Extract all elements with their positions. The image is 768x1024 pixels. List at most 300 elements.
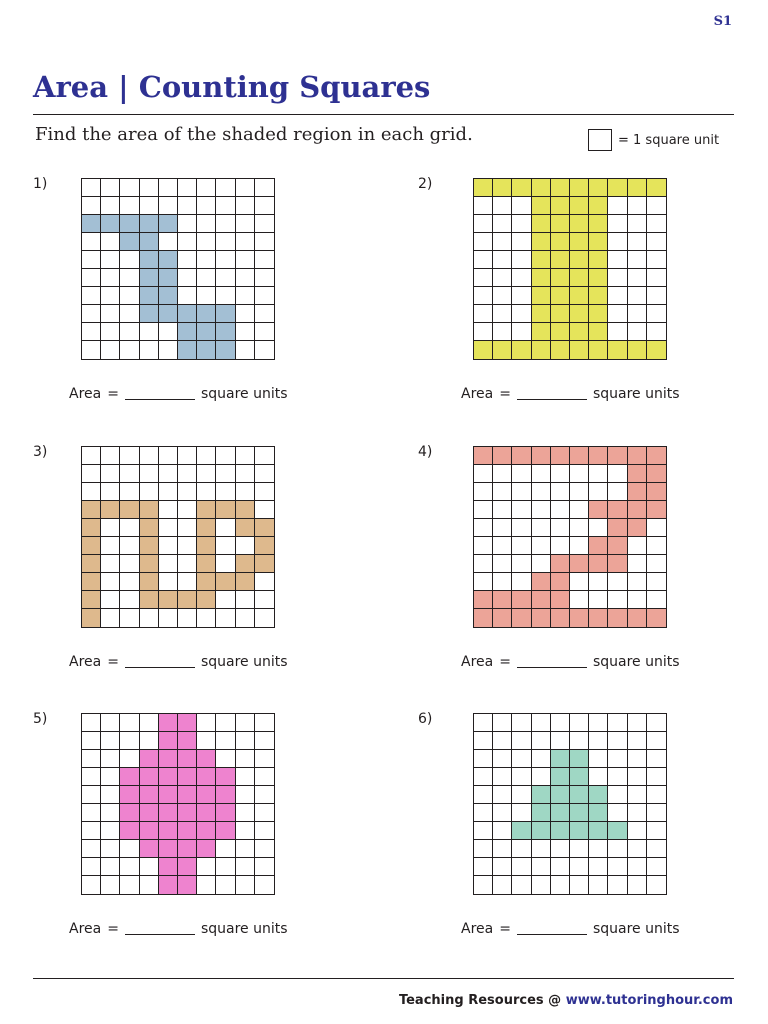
shaded-square <box>551 822 570 840</box>
grid-square <box>101 822 120 840</box>
grid-square <box>512 519 531 537</box>
grid-square <box>474 822 493 840</box>
grid-square <box>570 573 589 591</box>
grid-square <box>493 804 512 822</box>
grid-square <box>178 179 197 197</box>
shaded-square <box>178 341 197 359</box>
grid-square <box>474 501 493 519</box>
grid-square <box>628 750 647 768</box>
grid-square <box>236 465 255 483</box>
grid-square <box>255 876 274 894</box>
problem-number: 5) <box>33 711 48 727</box>
shaded-square <box>197 537 216 555</box>
grid-square <box>82 341 101 359</box>
grid-square <box>532 483 551 501</box>
shaded-square <box>589 822 608 840</box>
shaded-square <box>178 714 197 732</box>
grid-square <box>589 840 608 858</box>
shaded-square <box>236 519 255 537</box>
grid-square <box>474 251 493 269</box>
grid-square <box>532 465 551 483</box>
shaded-square <box>570 287 589 305</box>
shaded-square <box>628 341 647 359</box>
grid-square <box>493 714 512 732</box>
grid-square <box>197 447 216 465</box>
grid-square <box>101 519 120 537</box>
grid-square <box>628 305 647 323</box>
area-label: Area <box>69 654 102 670</box>
problem-number: 2) <box>418 176 433 192</box>
shaded-square <box>236 501 255 519</box>
shaded-square <box>512 341 531 359</box>
shaded-square <box>493 179 512 197</box>
units-label: square units <box>200 654 288 670</box>
grid-square <box>236 768 255 786</box>
shaded-square <box>647 179 666 197</box>
grid-square <box>216 197 235 215</box>
grid-square <box>140 609 159 627</box>
grid-square <box>628 555 647 573</box>
shaded-square <box>589 197 608 215</box>
grid-square <box>159 233 178 251</box>
grid-square <box>628 287 647 305</box>
grid-square <box>255 501 274 519</box>
shaded-square <box>197 786 216 804</box>
shaded-square <box>474 609 493 627</box>
grid-square <box>255 269 274 287</box>
shaded-square <box>551 573 570 591</box>
area-label: Area <box>69 921 102 937</box>
area-label: Area <box>461 654 494 670</box>
unit-legend <box>588 129 719 151</box>
shaded-square <box>216 804 235 822</box>
problem-grid <box>81 178 275 360</box>
shaded-square <box>551 555 570 573</box>
shaded-square <box>178 876 197 894</box>
shaded-square <box>140 251 159 269</box>
grid-square <box>474 840 493 858</box>
grid-square <box>120 447 139 465</box>
grid-square <box>532 732 551 750</box>
shaded-square <box>197 768 216 786</box>
grid-square <box>255 251 274 269</box>
shaded-square <box>140 501 159 519</box>
shaded-square <box>140 305 159 323</box>
grid-square <box>140 876 159 894</box>
grid-square <box>197 179 216 197</box>
equals-sign: = <box>107 921 119 937</box>
answer-blank[interactable] <box>125 667 195 668</box>
grid-square <box>197 714 216 732</box>
grid-square <box>493 750 512 768</box>
grid-square <box>493 537 512 555</box>
shaded-square <box>216 786 235 804</box>
grid-square <box>255 447 274 465</box>
shaded-square <box>647 483 666 501</box>
grid-square <box>216 287 235 305</box>
shaded-square <box>512 179 531 197</box>
shaded-square <box>140 573 159 591</box>
grid-square <box>608 876 627 894</box>
shaded-square <box>608 447 627 465</box>
grid-square <box>236 858 255 876</box>
shaded-square <box>551 591 570 609</box>
grid-square <box>628 732 647 750</box>
grid-square <box>647 323 666 341</box>
grid-square <box>255 483 274 501</box>
grid-square <box>236 804 255 822</box>
shaded-square <box>532 609 551 627</box>
shaded-square <box>197 519 216 537</box>
shaded-square <box>589 609 608 627</box>
shaded-square <box>140 750 159 768</box>
grid-square <box>101 714 120 732</box>
grid-square <box>647 822 666 840</box>
shaded-square <box>159 215 178 233</box>
grid-square <box>159 323 178 341</box>
shaded-square <box>570 786 589 804</box>
grid-square <box>82 465 101 483</box>
shaded-square <box>140 537 159 555</box>
grid-square <box>532 519 551 537</box>
shaded-square <box>647 447 666 465</box>
grid-square <box>159 519 178 537</box>
grid-square <box>255 215 274 233</box>
shaded-square <box>532 447 551 465</box>
shaded-square <box>216 822 235 840</box>
shaded-square <box>197 822 216 840</box>
grid-square <box>216 447 235 465</box>
grid-square <box>197 215 216 233</box>
grid-square <box>255 804 274 822</box>
shaded-square <box>474 591 493 609</box>
grid-square <box>236 323 255 341</box>
grid-square <box>140 732 159 750</box>
grid-square <box>647 233 666 251</box>
unit-square-icon <box>588 129 612 151</box>
grid-square <box>493 732 512 750</box>
grid-square <box>236 179 255 197</box>
shaded-square <box>178 323 197 341</box>
shaded-square <box>493 447 512 465</box>
grid-square <box>608 732 627 750</box>
grid-square <box>140 341 159 359</box>
grid-square <box>474 573 493 591</box>
grid-square <box>512 750 531 768</box>
shaded-square <box>474 341 493 359</box>
grid-square <box>512 768 531 786</box>
shaded-square <box>589 251 608 269</box>
grid-square <box>82 305 101 323</box>
units-label: square units <box>592 654 680 670</box>
grid-square <box>159 197 178 215</box>
shaded-square <box>178 732 197 750</box>
shaded-square <box>589 804 608 822</box>
equals-sign: = <box>107 386 119 402</box>
grid-square <box>216 750 235 768</box>
grid-square <box>82 323 101 341</box>
grid-square <box>493 876 512 894</box>
equals-sign: = <box>107 654 119 670</box>
grid-square <box>120 840 139 858</box>
grid-square <box>474 714 493 732</box>
grid-square <box>493 519 512 537</box>
shaded-square <box>140 269 159 287</box>
grid-square <box>474 287 493 305</box>
grid-square <box>197 233 216 251</box>
shaded-square <box>120 215 139 233</box>
shaded-square <box>255 537 274 555</box>
grid-square <box>647 591 666 609</box>
worksheet-code: S1 <box>713 14 732 29</box>
grid-square <box>474 876 493 894</box>
grid-square <box>570 519 589 537</box>
area-answer-line <box>69 654 288 670</box>
shaded-square <box>512 591 531 609</box>
shaded-square <box>628 501 647 519</box>
grid-square <box>493 269 512 287</box>
grid-square <box>608 197 627 215</box>
grid-square <box>570 501 589 519</box>
answer-blank[interactable] <box>517 934 587 935</box>
grid-square <box>120 750 139 768</box>
shaded-square <box>474 179 493 197</box>
grid-square <box>647 786 666 804</box>
grid-square <box>120 537 139 555</box>
shaded-square <box>216 341 235 359</box>
grid-square <box>236 233 255 251</box>
grid-square <box>101 305 120 323</box>
grid-square <box>255 750 274 768</box>
grid-square <box>474 197 493 215</box>
grid-square <box>570 591 589 609</box>
grid-square <box>570 858 589 876</box>
grid-square <box>178 555 197 573</box>
grid-square <box>159 573 178 591</box>
shaded-square <box>551 341 570 359</box>
grid-square <box>512 323 531 341</box>
grid-square <box>532 501 551 519</box>
grid-square <box>236 840 255 858</box>
grid-square <box>178 501 197 519</box>
shaded-square <box>197 750 216 768</box>
shaded-square <box>178 750 197 768</box>
grid-square <box>236 269 255 287</box>
equals-sign: = <box>499 921 511 937</box>
grid-square <box>159 341 178 359</box>
shaded-square <box>197 591 216 609</box>
shaded-square <box>608 609 627 627</box>
grid-square <box>512 501 531 519</box>
answer-blank[interactable] <box>125 399 195 400</box>
answer-blank[interactable] <box>517 399 587 400</box>
grid-square <box>589 465 608 483</box>
grid-square <box>493 197 512 215</box>
grid-square <box>512 251 531 269</box>
shaded-square <box>608 537 627 555</box>
shaded-square <box>197 305 216 323</box>
grid-square <box>236 483 255 501</box>
shaded-square <box>197 573 216 591</box>
grid-square <box>628 197 647 215</box>
grid-square <box>159 483 178 501</box>
grid-square <box>512 233 531 251</box>
units-label: square units <box>200 386 288 402</box>
shaded-square <box>589 215 608 233</box>
grid-square <box>120 555 139 573</box>
grid-square <box>512 483 531 501</box>
grid-square <box>120 269 139 287</box>
grid-square <box>532 750 551 768</box>
grid-square <box>512 269 531 287</box>
grid-square <box>474 786 493 804</box>
grid-square <box>608 804 627 822</box>
grid-square <box>589 858 608 876</box>
grid-square <box>140 483 159 501</box>
units-label: square units <box>200 921 288 937</box>
shaded-square <box>159 822 178 840</box>
grid-square <box>178 519 197 537</box>
grid-square <box>551 537 570 555</box>
grid-square <box>647 573 666 591</box>
grid-square <box>474 305 493 323</box>
shaded-square <box>82 537 101 555</box>
grid-square <box>647 269 666 287</box>
shaded-square <box>589 323 608 341</box>
grid-square <box>82 840 101 858</box>
problem-grid <box>473 178 667 360</box>
grid-square <box>82 858 101 876</box>
grid-square <box>474 215 493 233</box>
grid-square <box>255 197 274 215</box>
grid-square <box>255 732 274 750</box>
grid-square <box>589 714 608 732</box>
grid-square <box>255 786 274 804</box>
shaded-square <box>101 215 120 233</box>
shaded-square <box>608 179 627 197</box>
grid-square <box>628 251 647 269</box>
grid-square <box>140 714 159 732</box>
shaded-square <box>589 269 608 287</box>
grid-square <box>493 501 512 519</box>
grid-square <box>216 840 235 858</box>
grid-square <box>608 714 627 732</box>
shaded-square <box>570 215 589 233</box>
shaded-square <box>101 501 120 519</box>
shaded-square <box>647 341 666 359</box>
grid-square <box>493 555 512 573</box>
grid-square <box>82 750 101 768</box>
problem-number: 3) <box>33 444 48 460</box>
shaded-square <box>570 804 589 822</box>
grid-square <box>101 483 120 501</box>
grid-square <box>570 876 589 894</box>
shaded-square <box>159 305 178 323</box>
shaded-square <box>493 609 512 627</box>
shaded-square <box>512 822 531 840</box>
shaded-square <box>178 858 197 876</box>
shaded-square <box>216 305 235 323</box>
shaded-square <box>532 197 551 215</box>
shaded-square <box>140 840 159 858</box>
answer-blank[interactable] <box>125 934 195 935</box>
answer-blank[interactable] <box>517 667 587 668</box>
shaded-square <box>532 341 551 359</box>
grid-square <box>140 197 159 215</box>
shaded-square <box>532 269 551 287</box>
grid-square <box>474 483 493 501</box>
shaded-square <box>628 609 647 627</box>
grid-square <box>474 858 493 876</box>
grid-square <box>216 465 235 483</box>
grid-square <box>236 341 255 359</box>
grid-square <box>589 768 608 786</box>
grid-square <box>236 305 255 323</box>
grid-square <box>140 447 159 465</box>
grid-square <box>532 537 551 555</box>
instruction-text: Find the area of the shaded region in each grid. <box>35 124 473 145</box>
grid-square <box>474 537 493 555</box>
grid-square <box>101 269 120 287</box>
shaded-square <box>159 768 178 786</box>
grid-square <box>140 179 159 197</box>
grid-square <box>589 483 608 501</box>
grid-square <box>608 465 627 483</box>
shaded-square <box>647 465 666 483</box>
shaded-square <box>589 447 608 465</box>
grid-square <box>628 840 647 858</box>
grid-square <box>628 537 647 555</box>
grid-square <box>236 750 255 768</box>
equals-sign: = <box>499 654 511 670</box>
shaded-square <box>551 197 570 215</box>
grid-square <box>101 609 120 627</box>
grid-square <box>589 591 608 609</box>
shaded-square <box>532 591 551 609</box>
shaded-square <box>159 840 178 858</box>
shaded-square <box>159 876 178 894</box>
grid-square <box>236 609 255 627</box>
header-divider <box>33 114 734 115</box>
shaded-square <box>570 822 589 840</box>
shaded-square <box>82 573 101 591</box>
units-label: square units <box>592 386 680 402</box>
grid-square <box>178 537 197 555</box>
area-label: Area <box>69 386 102 402</box>
footer-site-link[interactable]: www.tutoringhour.com <box>565 993 733 1008</box>
grid-square <box>101 341 120 359</box>
grid-square <box>255 465 274 483</box>
grid-square <box>216 215 235 233</box>
shaded-square <box>570 251 589 269</box>
grid-square <box>197 251 216 269</box>
grid-square <box>178 465 197 483</box>
grid-square <box>570 537 589 555</box>
grid-square <box>512 197 531 215</box>
shaded-square <box>159 786 178 804</box>
grid-square <box>255 233 274 251</box>
grid-square <box>101 537 120 555</box>
grid-square <box>493 858 512 876</box>
grid-square <box>608 573 627 591</box>
grid-square <box>608 840 627 858</box>
grid-square <box>178 287 197 305</box>
grid-square <box>551 519 570 537</box>
grid-square <box>532 840 551 858</box>
grid-square <box>120 609 139 627</box>
grid-square <box>608 233 627 251</box>
grid-square <box>570 732 589 750</box>
